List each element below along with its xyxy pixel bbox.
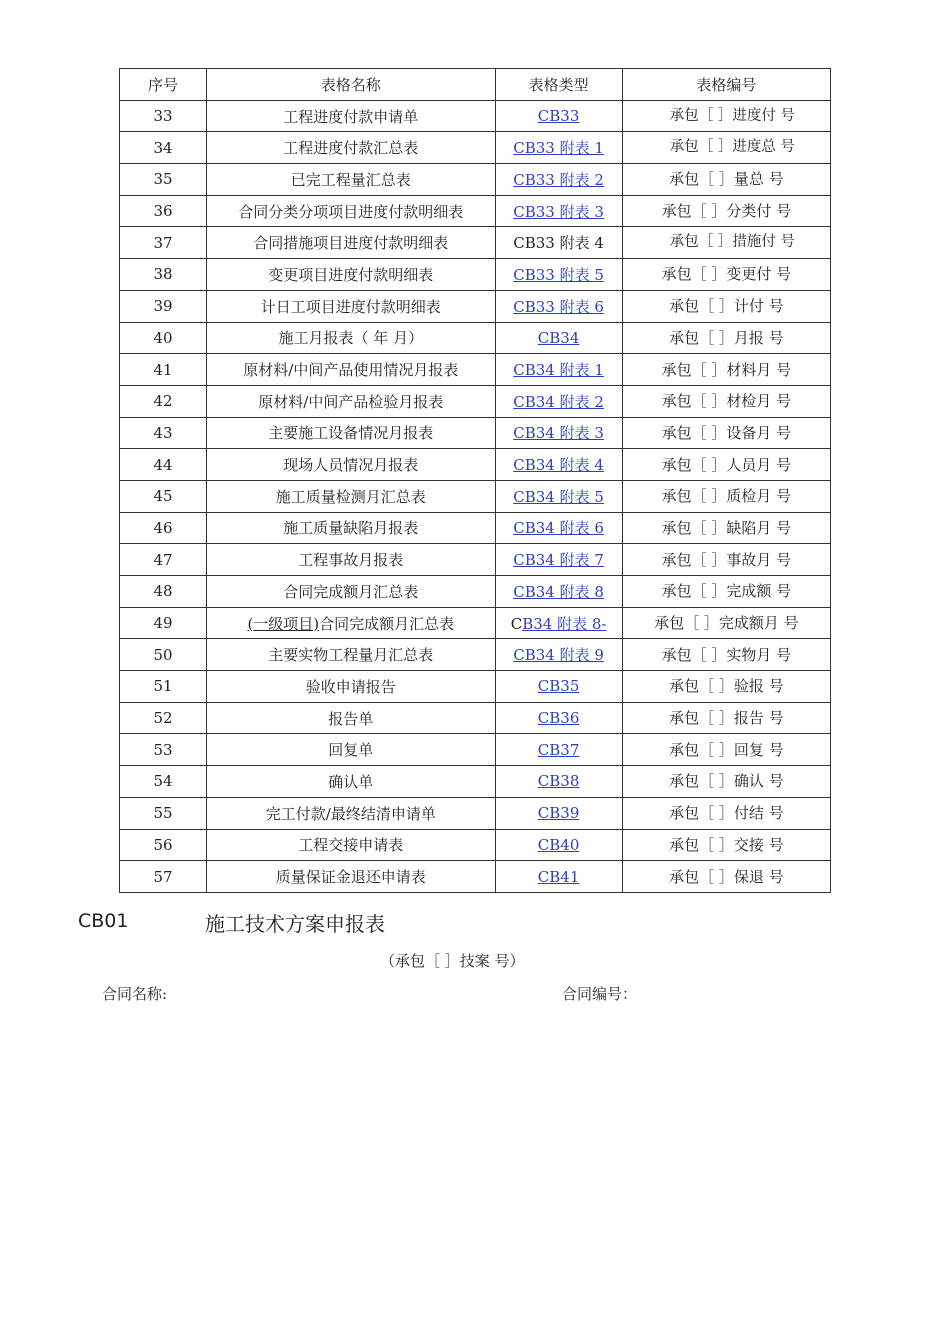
form-name [207,797,495,829]
table-row [120,512,831,544]
form-type-cell [495,861,622,893]
row-number: 42 [120,385,207,417]
row-number: 48 [120,576,207,608]
form-name-text: 主要施工设备情况月报表 [268,424,434,443]
form-code: 承包［ ］报告 号 [622,702,830,734]
form-type-link[interactable]: CB41 [537,867,580,886]
form-type-cell [495,132,622,164]
form-name [207,671,495,703]
form-code: 承包［ ］回复 号 [622,734,830,766]
row-number: 54 [120,766,207,798]
form-name-text: 完工付款/最终结清申请单 [265,804,436,823]
form-name-text: 报告单 [328,709,374,728]
form-name [207,417,495,449]
row-number: 43 [120,417,207,449]
form-code: 承包［ ］量总 号 [622,164,830,196]
form-name [207,259,495,291]
form-type-link[interactable]: CB34 附表 5 [513,487,604,506]
table-row [120,259,831,291]
form-type-link[interactable]: CB35 [537,677,580,696]
table-row [120,449,831,481]
form-name-text: 回复单 [328,741,374,760]
form-type-cell [495,259,622,291]
form-code: 承包［ ］付结 号 [622,797,830,829]
form-type-cell [495,607,622,639]
row-number: 49 [120,607,207,639]
form-type-cell [495,544,622,576]
table-row [120,861,831,893]
form-code: 承包［ ］实物月 号 [622,639,830,671]
form-code: 承包［ ］进度总 号 [622,132,830,164]
form-name-text: 计日工项目进度付款明细表 [260,297,441,316]
table-row [120,354,831,386]
form-name [207,480,495,512]
table-row [120,544,831,576]
form-type-link[interactable]: CB33 附表 6 [513,297,604,316]
form-code: 承包［ ］计付 号 [622,290,830,322]
row-number: 40 [120,322,207,354]
contract-name-label: 合同名称: [102,985,168,1003]
form-name-text: 主要实物工程量月汇总表 [268,646,434,665]
form-type-link[interactable]: CB34 附表 7 [513,551,604,570]
table-row [120,702,831,734]
form-code: 承包［ ］材料月 号 [622,354,830,386]
form-name [207,354,495,386]
table-row [120,132,831,164]
form-type-link[interactable]: CB33 附表 2 [513,170,604,189]
form-name-prefix: (一级项目) [247,614,320,633]
form-code: 承包［ ］缺陷月 号 [622,512,830,544]
form-name-text: 工程进度付款申请单 [283,107,419,126]
table-row [120,290,831,322]
form-name [207,322,495,354]
form-name [207,100,495,132]
row-number: 39 [120,290,207,322]
row-number: 50 [120,639,207,671]
table-row [120,480,831,512]
form-name [207,576,495,608]
form-type-cell [495,354,622,386]
form-type-cell [495,480,622,512]
table-row [120,734,831,766]
table-row [120,607,831,639]
row-number: 36 [120,195,207,227]
form-name-text: 变更项目进度付款明细表 [268,265,434,284]
form-code: 承包［ ］变更付 号 [622,259,830,291]
forms-index-table [119,68,831,893]
table-row [120,829,831,861]
row-number: 55 [120,797,207,829]
table-body [120,100,831,892]
form-name [207,385,495,417]
form-type-cell [495,797,622,829]
form-type-cell [495,512,622,544]
form-code: 承包［ ］材检月 号 [622,385,830,417]
header-name: 表格名称 [207,69,495,101]
form-name-text: 合同分类分项项目进度付款明细表 [238,202,464,221]
table-row [120,100,831,132]
form-code: 承包［ ］进度付 号 [622,100,830,132]
form-type-cell [495,164,622,196]
row-number: 35 [120,164,207,196]
form-type-link[interactable]: CB34 附表 6 [513,519,604,538]
form-name [207,195,495,227]
form-type-link[interactable]: CB33 [537,107,580,126]
form-type-link[interactable]: CB34 附表 2 [513,392,604,411]
form-code: 承包［ ］确认 号 [622,766,830,798]
row-number: 38 [120,259,207,291]
table-row [120,385,831,417]
form-name [207,227,495,259]
form-name [207,290,495,322]
table-row [120,164,831,196]
form-type-cell [495,322,622,354]
table-row [120,639,831,671]
header-code: 表格编号 [622,69,830,101]
form-type-cell [495,639,622,671]
section-code: CB01 [78,910,129,932]
form-name [207,766,495,798]
section-subtitle: （承包［ ］技案 号） [380,952,525,970]
form-type-link[interactable]: CB34 附表 9 [513,646,604,665]
form-code: 承包［ ］完成额月 号 [622,607,830,639]
table-row [120,671,831,703]
form-name-text: 合同措施项目进度付款明细表 [253,234,449,253]
form-name [207,544,495,576]
form-name-text: 原材料/中间产品使用情况月报表 [243,361,459,380]
form-name-text: 原材料/中间产品检验月报表 [258,392,444,411]
form-name [207,702,495,734]
form-name [207,449,495,481]
row-number: 45 [120,480,207,512]
form-type-cell [495,576,622,608]
header-no: 序号 [120,69,207,101]
form-code: 承包［ ］保退 号 [622,861,830,893]
form-type-cell [495,702,622,734]
table-row [120,227,831,259]
table-row [120,417,831,449]
form-type-link[interactable]: CB36 [537,709,580,728]
form-code: 承包［ ］设备月 号 [622,417,830,449]
form-type-cell [495,449,622,481]
form-name [207,829,495,861]
row-number: 53 [120,734,207,766]
form-code: 承包［ ］质检月 号 [622,480,830,512]
form-name-text: 质量保证金退还申请表 [275,868,426,887]
table-header-row [120,69,831,101]
table-row [120,797,831,829]
form-type-link[interactable]: CB34 [537,328,580,347]
table-row [120,195,831,227]
table-row [120,322,831,354]
form-type-cell [495,671,622,703]
form-type-link[interactable]: CB34 附表 8 [513,582,604,601]
row-number: 33 [120,100,207,132]
form-type-link[interactable]: B34 附表 8- [522,614,607,633]
form-type-link[interactable]: CB40 [537,835,580,854]
form-name [207,734,495,766]
form-type-link[interactable]: CB34 附表 4 [513,456,604,475]
form-type-cell [495,227,622,259]
form-name-text: 施工质量缺陷月报表 [283,519,419,538]
form-name-text: 施工质量检测月汇总表 [275,487,426,506]
row-number: 46 [120,512,207,544]
form-name-text: 工程事故月报表 [298,551,404,570]
form-type-text: CB33 附表 4 [513,234,604,253]
contract-no-label: 合同编号： [562,985,638,1003]
form-name [207,607,495,639]
form-name-text: 确认单 [328,772,374,791]
form-name-text: 验收申请报告 [305,677,396,696]
form-code: 承包［ ］验报 号 [622,671,830,703]
form-type-link[interactable]: CB37 [537,740,580,759]
form-name-text: 合同完成额月汇总表 [283,582,419,601]
form-code: 承包［ ］完成额 号 [622,576,830,608]
row-number: 37 [120,227,207,259]
form-type-cell [495,100,622,132]
form-type-link[interactable]: CB34 附表 1 [513,361,604,380]
row-number: 56 [120,829,207,861]
form-name-text: 工程进度付款汇总表 [283,139,419,158]
form-name [207,512,495,544]
form-name-text: 已完工程量汇总表 [290,170,411,189]
form-code: 承包［ ］交接 号 [622,829,830,861]
section-title: 施工技术方案申报表 [205,912,385,936]
form-code: 承包［ ］分类付 号 [622,195,830,227]
form-type-link[interactable]: CB33 附表 1 [513,139,604,158]
form-type-cell [495,766,622,798]
form-name [207,132,495,164]
form-name-text: 施工月报表（ 年 月） [278,329,424,348]
form-type-cell [495,290,622,322]
form-type-cell [495,195,622,227]
row-number: 57 [120,861,207,893]
row-number: 52 [120,702,207,734]
form-type-link[interactable]: CB34 附表 3 [513,424,604,443]
header-type: 表格类型 [495,69,622,101]
table-row [120,766,831,798]
form-code: 承包［ ］事故月 号 [622,544,830,576]
form-code: 承包［ ］月报 号 [622,322,830,354]
row-number: 34 [120,132,207,164]
row-number: 47 [120,544,207,576]
form-name [207,861,495,893]
form-name [207,164,495,196]
form-name-text: 合同完成额月汇总表 [319,614,455,633]
form-type-cell [495,829,622,861]
form-type-cell [495,734,622,766]
table-row [120,576,831,608]
row-number: 41 [120,354,207,386]
form-name [207,639,495,671]
row-number: 51 [120,671,207,703]
form-type-cell [495,417,622,449]
form-name-text: 工程交接申请表 [298,836,404,855]
form-type-link[interactable]: CB33 附表 5 [513,265,604,284]
form-type-link[interactable]: CB39 [537,804,580,823]
form-type-cell [495,385,622,417]
form-name-text: 现场人员情况月报表 [283,456,419,475]
form-type-prefix: C [510,614,523,633]
form-type-link[interactable]: CB33 附表 3 [513,202,604,221]
form-code: 承包［ ］人员月 号 [622,449,830,481]
row-number: 44 [120,449,207,481]
form-type-link[interactable]: CB38 [537,772,580,791]
form-code: 承包［ ］措施付 号 [622,227,830,259]
